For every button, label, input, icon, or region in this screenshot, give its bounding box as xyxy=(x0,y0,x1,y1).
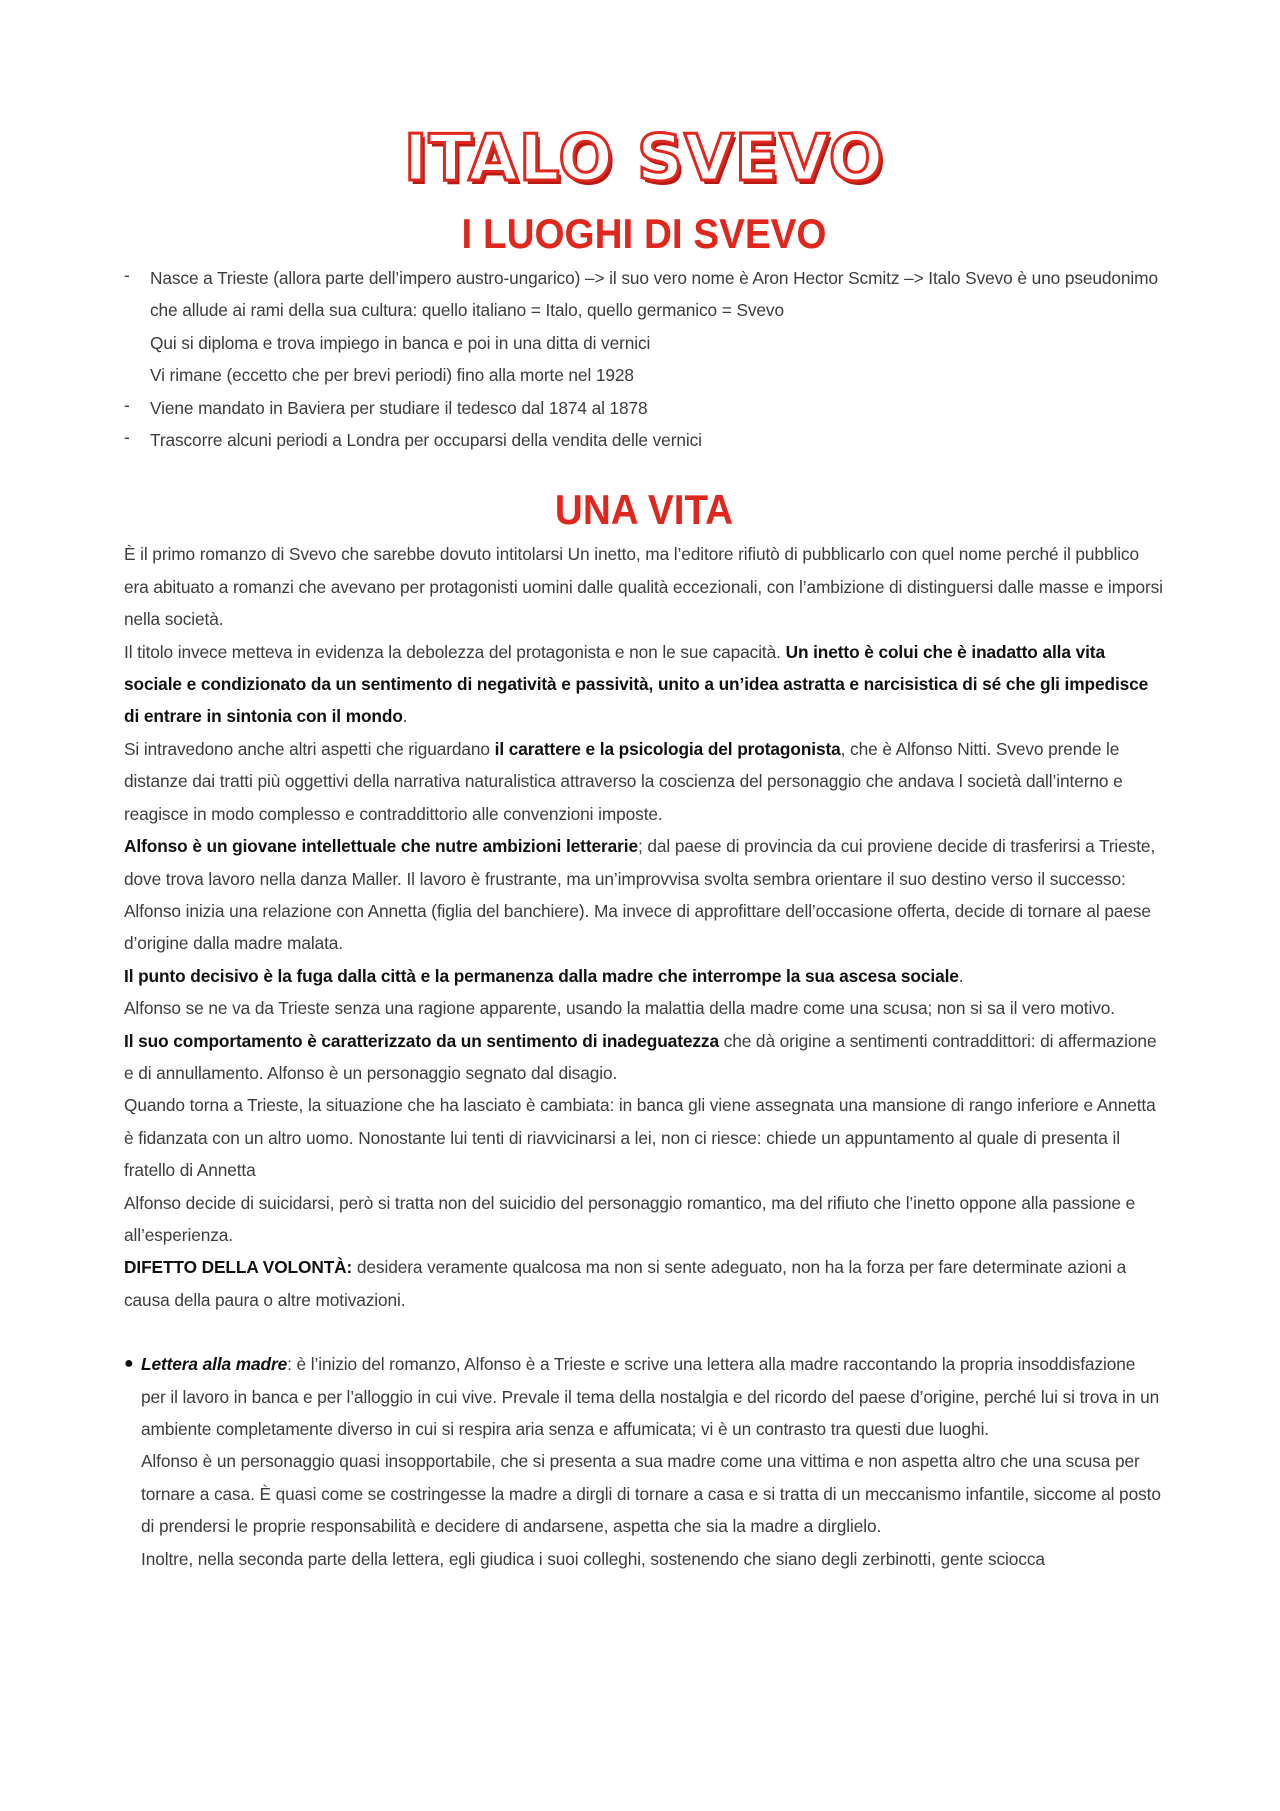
una-vita-body xyxy=(124,538,1164,1316)
dash-bullet-icon: - xyxy=(124,427,130,448)
paragraph: È il primo romanzo di Svevo che sarebbe dovuto intitolarsi Un inetto, ma l’editore rifiutò di pubblicarlo con quel nome perché il pubblico era abituato a romanzi che avevano per protagonisti uomini dalle qualità eccezionali, con l’ambizione di distinguersi dalle masse e imporsi nella società. xyxy=(124,544,1163,630)
paragraph: DIFETTO DELLA VOLONTÀ: desidera veramente qualcosa ma non si sente adeguato, non ha la forza per fare determinate azioni a causa della paura o altre motivazioni. xyxy=(124,1257,1127,1310)
page-title: ITALO SVEVO xyxy=(403,122,885,196)
section-heading-una-vita: UNA VITA xyxy=(554,486,734,534)
paragraph: Il titolo invece metteva in evidenza la debolezza del protagonista e non le sue capacità. Un inetto è colui che è inadatto alla vita sociale e condizionato da un sentimento di negatività e passività, unito a un’idea astratta e narcisistica di sé che gli impedisce di entrare in sintonia con il mondo. xyxy=(124,641,1149,727)
list-item: - Trascorre alcuni periodi a Londra per occuparsi della vendita delle vernici xyxy=(124,424,1164,456)
dash-bullet-icon: - xyxy=(124,394,130,415)
list-item: - Nasce a Trieste (allora parte dell’impero austro-ungarico) –> il suo vero nome è Aron Hector Scmitz –> Italo Svevo è uno pseudonimo che allude ai rami della sua cultura: quello italiano = Italo, quello germanico = Svevo Qui si diploma e trova impiego in banca e poi in una ditta di vernici Vi rimane (eccetto che per brevi periodi) fino alla morte nel 1928 xyxy=(124,262,1164,392)
dash-bullet-icon: - xyxy=(124,265,130,285)
paragraph: Il suo comportamento è caratterizzato da un sentimento di inadeguatezza che dà origine a sentimenti contraddittori: di affermazione e di annullamento. Alfonso è un personaggio segnato dal disagio. xyxy=(124,1030,1157,1083)
paragraph: Alfonso se ne va da Trieste senza una ragione apparente, usando la malattia della madre come una scusa; non si sa il vero motivo. xyxy=(124,998,1115,1019)
paragraph: Alfonso è un giovane intellettuale che nutre ambizioni letterarie; dal paese di provincia da cui proviene decide di trasferirsi a Trieste, dove trova lavoro nella danza Maller. Il lavoro è frustrante, ma un’improvvisa svolta sembra orientare il suo destino verso il successo: Alfonso inizia una relazione con Annetta (figlia del banchiere). Ma invece di approfittare dell’occasione offerta, decide di tornare al paese d’origine dalla madre malata. xyxy=(124,836,1156,954)
paragraph: Si intravedono anche altri aspetti che riguardano il carattere e la psicologia del protagonista, che è Alfonso Nitti. Svevo prende le distanze dai tratti più oggettivi della narrativa naturalistica attraverso la coscienza del personaggio che andava l società dall’interno e reagisce in modo complesso e contraddittorio alle convenzioni imposte. xyxy=(124,738,1123,824)
paragraph: Inoltre, nella seconda parte della lettera, egli giudica i suoi colleghi, sostenendo che siano degli zerbinotti, gente sciocca xyxy=(141,1548,1045,1569)
list-item: - Viene mandato in Baviera per studiare il tedesco dal 1874 al 1878 xyxy=(124,392,1164,424)
paragraph: Alfonso decide di suicidarsi, però si tratta non del suicidio del personaggio romantico, ma del rifiuto che l’inetto oppone alla passione e all’esperienza. xyxy=(124,1192,1136,1245)
paragraph: Il punto decisivo è la fuga dalla città e la permanenza dalla madre che interrompe la sua ascesa sociale. xyxy=(124,965,964,986)
section-heading-luoghi: I LUOGHI DI SVEVO xyxy=(461,210,827,257)
list-item: ● Lettera alla madre: è l’inizio del romanzo, Alfonso è a Trieste e scrive una lettera alla madre raccontando la propria insoddisfazione per il lavoro in banca e per l’alloggio in cui vive. Prevale il tema della nostalgia e del ricordo del paese d’origine, perché lui si trova in un ambiente completamente diverso in cui si respira aria senza e affumicata; vi è un contrasto tra questi due luoghi. Alfonso è un personaggio quasi insopportabile, che si presenta a sua madre come una vittima e non aspetta altro che una scusa per tornare a casa. È quasi come se costringesse la madre a dirgli di tornare a casa e si tratta di un meccanismo infantile, siccome al posto di prendersi le proprie responsabilità e decidere di andarsene, aspetta che sia la madre a dirglielo. Inoltre, nella seconda parte della lettera, egli giudica i suoi colleghi, sostenendo che siano degli zerbinotti, gente sciocca xyxy=(124,1348,1164,1575)
bullet-dot-icon: ● xyxy=(124,1355,134,1373)
paragraph: Alfonso è un personaggio quasi insopportabile, che si presenta a sua madre come una vittima e non aspetta altro che una scusa per tornare a casa. È quasi come se costringesse la madre a dirgli di tornare a casa e si tratta di un meccanismo infantile, siccome al posto di prendersi le proprie responsabilità e decidere di andarsene, aspetta che sia la madre a dirglielo. xyxy=(141,1451,1161,1537)
paragraph: Quando torna a Trieste, la situazione che ha lasciato è cambiata: in banca gli viene assegnata una mansione di rango inferiore e Annetta è fidanzata con un altro uomo. Nonostante lui tenti di riavvicinarsi a lei, non ci riesce: chiede un appuntamento al quale di presenta il fratello di Annetta xyxy=(124,1095,1156,1181)
luoghi-list xyxy=(124,262,1164,456)
lettera-list xyxy=(124,1348,1164,1575)
